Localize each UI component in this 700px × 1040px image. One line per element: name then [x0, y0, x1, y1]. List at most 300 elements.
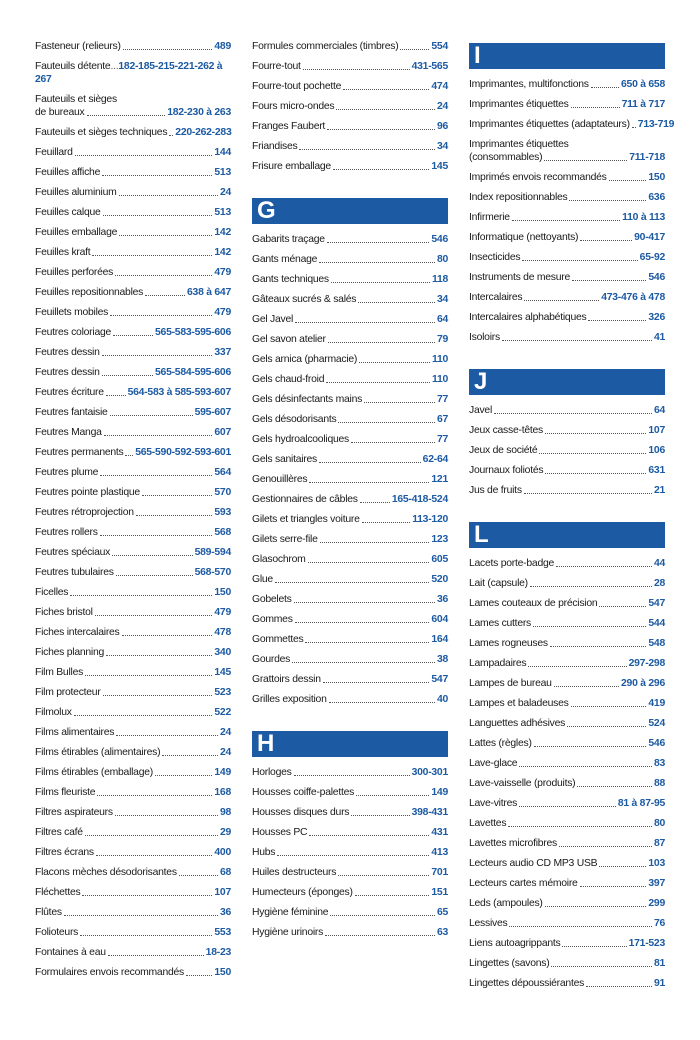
index-entry — [469, 937, 665, 950]
entry-term: Flacons mèches désodorisantes — [35, 867, 177, 878]
entry-page-ref: 547 — [648, 598, 665, 609]
entry-term: Gels chaud-froid — [252, 374, 325, 385]
entry-term: de bureaux — [35, 107, 85, 118]
index-entry — [252, 786, 448, 799]
leader-dots — [571, 107, 620, 108]
entry-page-ref: 568-570 — [194, 567, 231, 578]
leader-dots — [562, 946, 626, 947]
index-entry — [252, 453, 448, 466]
entry-term: Friandises — [252, 141, 298, 152]
index-entry — [469, 231, 665, 244]
entry-term: Instruments de mesure — [469, 272, 571, 283]
leader-dots — [550, 646, 647, 647]
entry-term: Gâteaux sucrés & salés — [252, 294, 357, 305]
entry-term: Gilets et triangles voiture — [252, 514, 360, 525]
entry-page-ref: 300-301 — [411, 767, 448, 778]
leader-dots — [103, 695, 213, 696]
entry-term: Fiches planning — [35, 647, 105, 658]
entry-page-ref: 548 — [648, 638, 665, 649]
index-entry — [35, 186, 231, 199]
entry-term: Insecticides — [469, 252, 521, 263]
leader-dots — [509, 926, 652, 927]
leader-dots — [102, 355, 213, 356]
index-entry — [252, 253, 448, 266]
entry-page-ref: 474 — [431, 81, 448, 92]
leader-dots — [294, 602, 435, 603]
leader-dots — [277, 855, 429, 856]
entry-page-ref: 34 — [436, 141, 448, 152]
entry-page-ref: 431 — [431, 827, 448, 838]
leader-dots — [108, 955, 204, 956]
index-entry — [35, 446, 231, 459]
entry-page-ref: 337 — [214, 347, 231, 358]
entry-term: Grattoirs dessin — [252, 674, 321, 685]
index-entry — [35, 486, 231, 499]
entry-page-ref: 638 à 647 — [187, 287, 231, 298]
leader-dots — [106, 655, 212, 656]
entry-page-ref: 18-23 — [205, 947, 231, 958]
entry-term: Imprimés envois recommandés — [469, 172, 607, 183]
leader-dots — [275, 582, 429, 583]
entry-page-ref: 478 — [214, 627, 231, 638]
entry-page-ref: 701 — [431, 867, 448, 878]
entry-term: Feutres spéciaux — [35, 547, 111, 558]
leader-dots — [102, 375, 153, 376]
entry-page-ref: 604 — [431, 614, 448, 625]
index-entry — [35, 60, 231, 86]
index-entry — [252, 60, 448, 73]
entry-term: Isoloirs — [469, 332, 500, 343]
section-letter-header: I — [469, 43, 665, 69]
leader-dots — [333, 169, 429, 170]
index-entry — [35, 406, 231, 419]
leader-dots — [599, 866, 646, 867]
entry-page-ref: 98 — [219, 807, 231, 818]
entry-term: Lattes (règles) — [469, 738, 532, 749]
index-entry — [469, 557, 665, 570]
leader-dots — [524, 493, 652, 494]
entry-page-ref: 150 — [648, 172, 665, 183]
leader-dots — [104, 435, 213, 436]
entry-page-ref: 595-607 — [194, 407, 231, 418]
entry-term: Glasochrom — [252, 554, 306, 565]
entry-page-ref: 107 — [214, 887, 231, 898]
entry-term: Filtres aspirateurs — [35, 807, 113, 818]
index-entry — [35, 226, 231, 239]
index-entry — [469, 977, 665, 990]
leader-dots — [567, 726, 646, 727]
entry-term: Flûtes — [35, 907, 62, 918]
index-entry — [252, 373, 448, 386]
entry-page-ref: 110 — [431, 354, 448, 365]
leader-dots — [358, 302, 435, 303]
leader-dots — [87, 115, 166, 116]
entry-term: Feutres pointe plastique — [35, 487, 140, 498]
entry-page-ref: 565-584-595-606 — [155, 367, 231, 378]
index-entry — [35, 826, 231, 839]
entry-page-ref: 553 — [214, 927, 231, 938]
entry-page-ref: 565-583-595-606 — [155, 327, 231, 338]
entry-term-line-2 — [469, 151, 665, 164]
entry-page-ref: 524 — [648, 718, 665, 729]
index-entry — [469, 957, 665, 970]
entry-page-ref: 547 — [431, 674, 448, 685]
index-entry — [469, 484, 665, 497]
index-entry — [252, 333, 448, 346]
leader-dots — [309, 482, 429, 483]
entry-term: Gobelets — [252, 594, 292, 605]
entry-page-ref: 144 — [214, 147, 231, 158]
leader-dots — [100, 535, 213, 536]
index-entry — [469, 577, 665, 590]
index-entry — [469, 271, 665, 284]
entry-term: Feutres écriture — [35, 387, 104, 398]
entry-term: Gestionnaires de câbles — [252, 494, 358, 505]
leader-dots — [545, 906, 647, 907]
entry-term: Filtres écrans — [35, 847, 94, 858]
entry-term: Fiches bristol — [35, 607, 93, 618]
entry-term: Gilets serre-file — [252, 534, 318, 545]
entry-page-ref: 564-583 à 585-593-607 — [127, 387, 231, 398]
entry-page-ref: 68 — [219, 867, 231, 878]
entry-term: Hygiène féminine — [252, 907, 329, 918]
leader-dots — [530, 586, 652, 587]
index-entry — [469, 331, 665, 344]
leader-dots — [92, 255, 212, 256]
entry-page-ref: 36 — [219, 907, 231, 918]
index-entry — [35, 526, 231, 539]
index-entry — [35, 306, 231, 319]
entry-page-ref: 479 — [214, 267, 231, 278]
entry-term: Lavettes microfibres — [469, 838, 557, 849]
index-entry — [469, 211, 665, 224]
entry-page-ref: 164 — [431, 634, 448, 645]
entry-term: Lampes et baladeuses — [469, 698, 569, 709]
leader-dots — [588, 320, 646, 321]
entry-term: Formules commerciales (timbres) — [252, 41, 399, 52]
index-entry — [469, 597, 665, 610]
entry-page-ref: 522 — [214, 707, 231, 718]
index-entry — [252, 80, 448, 93]
index-entry — [252, 846, 448, 859]
entry-term: Feuilles repositionnables — [35, 287, 144, 298]
index-entry — [252, 120, 448, 133]
index-entry — [35, 926, 231, 939]
entry-page-ref: 81 à 87-95 — [617, 798, 665, 809]
entry-page-ref: 24 — [436, 101, 448, 112]
leader-dots — [362, 522, 411, 523]
leader-dots — [112, 555, 192, 556]
entry-page-ref: 76 — [653, 918, 665, 929]
leader-dots — [544, 160, 627, 161]
leader-dots — [331, 282, 430, 283]
entry-page-ref: 36 — [436, 594, 448, 605]
leader-dots — [512, 220, 620, 221]
entry-term: Humecteurs (éponges) — [252, 887, 353, 898]
entry-page-ref: 520 — [431, 574, 448, 585]
entry-term: Formulaires envois recommandés — [35, 967, 184, 978]
entry-term: Housses disques durs — [252, 807, 350, 818]
entry-term: Gants ménage — [252, 254, 318, 265]
entry-term: Glue — [252, 574, 273, 585]
index-entry — [35, 886, 231, 899]
index-entry — [35, 466, 231, 479]
leader-dots — [355, 895, 430, 896]
entry-term: Housses PC — [252, 827, 308, 838]
entry-page-ref: 554 — [431, 41, 448, 52]
entry-term: Lames rogneuses — [469, 638, 548, 649]
index-entry — [469, 817, 665, 830]
index-entry — [469, 291, 665, 304]
index-entry — [35, 506, 231, 519]
leader-dots — [119, 235, 212, 236]
section-letter-header: L — [469, 522, 665, 548]
entry-term: Gommes — [252, 614, 293, 625]
index-entry — [469, 404, 665, 417]
index-entry — [35, 706, 231, 719]
entry-term: Feuillard — [35, 147, 73, 158]
index-entry — [252, 413, 448, 426]
entry-term: Films étirables (alimentaires) — [35, 747, 161, 758]
entry-term: Gel Javel — [252, 314, 294, 325]
leader-dots — [303, 69, 410, 70]
entry-term: Films alimentaires — [35, 727, 115, 738]
index-entry — [35, 346, 231, 359]
leader-dots — [336, 109, 435, 110]
index-entry — [252, 613, 448, 626]
entry-term: Lingettes (savons) — [469, 958, 550, 969]
entry-page-ref: 96 — [436, 121, 448, 132]
entry-page-ref: 397 — [648, 878, 665, 889]
index-entry — [35, 646, 231, 659]
index-entry — [252, 693, 448, 706]
entry-page-ref: 589-594 — [194, 547, 231, 558]
entry-page-ref: 479 — [214, 607, 231, 618]
leader-dots — [572, 280, 646, 281]
leader-dots — [494, 413, 652, 414]
entry-page-ref: 65-92 — [639, 252, 665, 263]
leader-dots — [85, 835, 218, 836]
entry-term: Feuilles perforées — [35, 267, 114, 278]
index-entry — [252, 653, 448, 666]
leader-dots — [115, 275, 212, 276]
index-entry — [469, 444, 665, 457]
index-entry — [469, 777, 665, 790]
entry-page-ref: 77 — [436, 434, 448, 445]
entry-term: Gabarits traçage — [252, 234, 325, 245]
entry-page-ref: 564 — [214, 467, 231, 478]
leader-dots — [556, 566, 652, 567]
leader-dots — [295, 322, 435, 323]
entry-term: Lingettes dépoussiérantes — [469, 978, 585, 989]
leader-dots — [559, 846, 652, 847]
index-entry — [252, 493, 448, 506]
leader-dots — [554, 686, 619, 687]
entry-term: Fiches intercalaires — [35, 627, 120, 638]
leader-dots — [359, 362, 430, 363]
entry-page-ref: 64 — [653, 405, 665, 416]
entry-page-ref: 113-120 — [412, 514, 448, 525]
entry-term: Feuilles affiche — [35, 167, 101, 178]
leader-dots — [85, 675, 212, 676]
leader-dots — [569, 200, 646, 201]
index-entry — [252, 353, 448, 366]
index-entry — [252, 160, 448, 173]
entry-term: Feutres rétroprojection — [35, 507, 134, 518]
entry-page-ref: 28 — [653, 578, 665, 589]
entry-term: Gels désinfectants mains — [252, 394, 363, 405]
leader-dots — [179, 875, 218, 876]
entry-page-ref: 419 — [648, 698, 665, 709]
index-entry — [35, 326, 231, 339]
entry-page-ref: 149 — [214, 767, 231, 778]
entry-term: Fours micro-ondes — [252, 101, 335, 112]
leader-dots — [162, 755, 218, 756]
index-entry — [469, 677, 665, 690]
entry-term: Infirmerie — [469, 212, 510, 223]
entry-page-ref: 165-418-524 — [391, 494, 448, 505]
leader-dots — [122, 635, 213, 636]
entry-term: Huiles destructeurs — [252, 867, 337, 878]
entry-page-ref: 87 — [653, 838, 665, 849]
index-entry — [252, 533, 448, 546]
entry-page-ref: 63 — [436, 927, 448, 938]
index-entry — [252, 40, 448, 53]
leader-dots — [329, 702, 435, 703]
index-entry — [35, 586, 231, 599]
index-entry — [35, 40, 231, 53]
index-entry — [252, 233, 448, 246]
index-entry — [252, 673, 448, 686]
index-entry — [252, 273, 448, 286]
leader-dots — [586, 986, 652, 987]
entry-page-ref: 21 — [653, 485, 665, 496]
index-entry — [469, 857, 665, 870]
entry-term: Feuilles aluminium — [35, 187, 117, 198]
entry-term: Lave-glace — [469, 758, 518, 769]
entry-page-ref: 544 — [648, 618, 665, 629]
index-entry — [35, 626, 231, 639]
leader-dots — [113, 335, 153, 336]
entry-page-ref: 107 — [648, 425, 665, 436]
entry-term: Gels sanitaires — [252, 454, 317, 465]
index-entry — [252, 633, 448, 646]
entry-term: Intercalaires alphabétiques — [469, 312, 587, 323]
entry-page-ref: 24 — [219, 747, 231, 758]
index-entry — [35, 906, 231, 919]
leader-dots — [338, 422, 434, 423]
index-entry — [469, 98, 665, 111]
entry-term: Lecteurs audio CD MP3 USB — [469, 858, 598, 869]
entry-page-ref: 110 — [431, 374, 448, 385]
leader-dots: ... — [110, 61, 119, 72]
entry-page-ref: 711-718 — [629, 152, 665, 163]
entry-page-ref: 83 — [653, 758, 665, 769]
leader-dots — [110, 415, 193, 416]
index-entry — [35, 806, 231, 819]
entry-term: Filtres café — [35, 827, 83, 838]
entry-page-ref: 473-476 à 478 — [601, 292, 665, 303]
entry-term: Horloges — [252, 767, 292, 778]
entry-page-ref: 593 — [214, 507, 231, 518]
entry-page-ref: 123 — [431, 534, 448, 545]
entry-term: Franges Faubert — [252, 121, 326, 132]
entry-term: Fauteuils détente — [35, 61, 111, 72]
entry-page-ref: 326 — [648, 312, 665, 323]
entry-page-ref: 24 — [219, 187, 231, 198]
index-entry — [469, 757, 665, 770]
entry-page-ref: 565-590-592-593-601 — [135, 447, 231, 458]
entry-page-ref: 142 — [214, 247, 231, 258]
entry-term: Lampes de bureau — [469, 678, 552, 689]
leader-dots — [186, 975, 212, 976]
entry-term: Gourdes — [252, 654, 291, 665]
index-entry — [252, 866, 448, 879]
leader-dots — [145, 295, 185, 296]
index-entry — [35, 966, 231, 979]
entry-term: Gels hydroalcooliques — [252, 434, 349, 445]
leader-dots — [571, 706, 647, 707]
entry-page-ref: 570 — [214, 487, 231, 498]
leader-dots — [292, 662, 435, 663]
leader-dots — [125, 455, 133, 456]
index-entry — [35, 686, 231, 699]
entry-page-ref: 79 — [436, 334, 448, 345]
leader-dots — [545, 433, 646, 434]
leader-dots — [508, 826, 652, 827]
index-entry — [469, 737, 665, 750]
index-entry — [469, 637, 665, 650]
entry-term: Feutres dessin — [35, 347, 100, 358]
entry-term: Films fleuriste — [35, 787, 96, 798]
entry-page-ref: 81 — [653, 958, 665, 969]
leader-dots — [400, 49, 429, 50]
leader-dots — [110, 315, 212, 316]
leader-dots — [169, 135, 173, 136]
index-entry — [35, 546, 231, 559]
leader-dots — [545, 473, 646, 474]
leader-dots — [328, 342, 435, 343]
entry-term: Liens autoagrippants — [469, 938, 561, 949]
entry-term: Journaux foliotés — [469, 465, 544, 476]
entry-term: Grilles exposition — [252, 694, 327, 705]
index-entry — [469, 697, 665, 710]
entry-page-ref: 118 — [431, 274, 448, 285]
entry-term: Jeux de société — [469, 445, 538, 456]
index-entry — [469, 917, 665, 930]
leader-dots — [103, 215, 213, 216]
index-entry — [35, 266, 231, 279]
leader-dots — [136, 515, 213, 516]
index-entry — [35, 746, 231, 759]
entry-term: Imprimantes étiquettes — [469, 99, 569, 110]
leader-dots — [364, 402, 435, 403]
entry-page-ref: 110 à 113 — [622, 212, 665, 223]
leader-dots — [142, 495, 213, 496]
entry-term: Jus de fruits — [469, 485, 522, 496]
entry-page-ref: 171-523 — [628, 938, 665, 949]
entry-term: Gommettes — [252, 634, 304, 645]
entry-page-ref: 34 — [436, 294, 448, 305]
leader-dots — [632, 127, 636, 128]
leader-dots — [609, 180, 647, 181]
leader-dots — [96, 855, 213, 856]
entry-page-ref: 568 — [214, 527, 231, 538]
entry-term: Feuilles kraft — [35, 247, 91, 258]
leader-dots — [577, 786, 652, 787]
section-letter-header: J — [469, 369, 665, 395]
entry-page-ref: 607 — [214, 427, 231, 438]
